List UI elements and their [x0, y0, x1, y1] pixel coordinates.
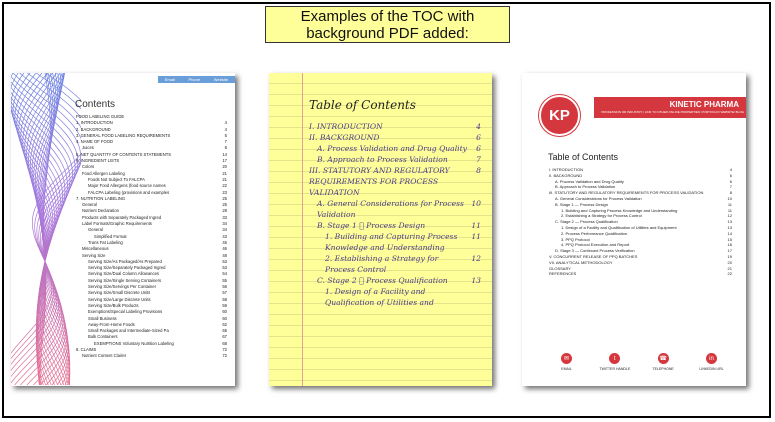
toc-entry-page: 59 [222, 302, 227, 308]
toc-entry-page: 4 [224, 120, 227, 126]
toc-entry-text: I. INTRODUCTION [549, 167, 583, 172]
toc-entry-page: 6 [476, 144, 481, 153]
twitter-icon: t [609, 353, 620, 364]
toc-entry-page: 62 [222, 321, 227, 327]
toc-entry-text: Colors [82, 164, 95, 170]
swirl-background-graphic [11, 73, 81, 386]
toc-entry-page: 28 [222, 208, 227, 214]
toc-entry-text: 2. BACKGROUND [76, 126, 111, 132]
toc-entry[interactable] [309, 198, 481, 220]
toc-entry-text: Serving Size [82, 252, 106, 258]
toc-entry-text: Small Business [88, 315, 117, 321]
nav-email[interactable]: Email [164, 77, 175, 82]
toc-entry-text: Nutrient Content Claims [82, 353, 127, 359]
example-toc-branded [522, 73, 746, 386]
caption-line-2: background PDF added: [306, 25, 469, 42]
toc-entry-page: 21 [222, 176, 227, 182]
toc-entry[interactable] [309, 143, 481, 154]
toc-entry-text: Food Allergen Labeling [82, 170, 125, 176]
toc-entry-text: III. STATUTORY AND REGULATORY REQUIREMENTS FOR PROCESS VALIDATION [309, 166, 450, 197]
toc-entry-text: Major Food Allergens (food source names [88, 183, 166, 189]
margin-line [302, 73, 303, 386]
toc-entry-text: 8. CLAIMS [76, 346, 97, 352]
phone-icon: ☎ [658, 353, 669, 364]
contact-label: LINKEDIN URL [699, 367, 724, 371]
nav-website[interactable]: Website [213, 77, 229, 82]
toc-entry-page: 13 [727, 219, 732, 225]
toc-entry-text: 1. INTRODUCTION [76, 120, 113, 126]
toc-entry-page: 60 [222, 315, 227, 321]
toc-entry-text: 1. Design of a Facility and Qualification of Utilities and Equipment [561, 224, 677, 230]
toc-entry-page: 14 [222, 151, 227, 157]
toc-entry-text: C. Stage 2 — Process Qualification [555, 219, 618, 225]
toc-entry-text: A. Process Validation and Drug Quality [555, 178, 624, 184]
toc-entry-text: GLOSSARY [549, 265, 571, 271]
toc-entry-text: Exemptions/Special Labeling Provisions [88, 309, 163, 315]
toc-entry-page: 7 [224, 139, 227, 145]
caption-line-1: Examples of the TOC with [300, 8, 475, 25]
toc-entry-text: D. Stage 3 — Continued Process Verification [555, 248, 635, 254]
contact-label: TELEPHONE [652, 367, 674, 371]
toc-entry-page: 54 [222, 271, 227, 277]
toc-entry-page: 13 [727, 224, 732, 230]
toc-entry-page: 57 [222, 290, 227, 296]
contact-item[interactable] [689, 353, 734, 371]
toc-entry-page: 6 [729, 172, 732, 178]
email-icon: ✉ [561, 353, 572, 364]
toc-entry-text: I. INTRODUCTION [309, 122, 383, 131]
toc-entry-text: FOOD LABELING GUIDE [76, 114, 125, 119]
toc-entry-page: 4 [729, 167, 732, 172]
toc-entry-text: VII. ANALYTICAL METHODOLOGY [549, 259, 613, 265]
toc-entry-page: 55 [222, 277, 227, 283]
toc-entry-page: 6 [729, 178, 732, 184]
toc-entry-text: FALCPA Labeling (provisions and examples [88, 189, 170, 195]
toc-entry-page: 12 [471, 254, 481, 263]
toc-entry-text: 2. Process Performance Qualification [561, 230, 628, 236]
toc-entry-text: General [88, 227, 103, 233]
toc-entry[interactable] [309, 165, 481, 198]
toc-entry[interactable] [549, 271, 732, 277]
contact-item[interactable] [641, 353, 686, 371]
toc-entry-page: 21 [727, 265, 732, 271]
toc-entry[interactable] [309, 231, 481, 253]
kp-logo: KP [539, 95, 580, 136]
toc-entry-page: 11 [471, 221, 481, 230]
toc-entry-text: 1. Design of a Facility and Qualification of Utilities and [325, 287, 434, 307]
toc-entry-page: 56 [222, 284, 227, 290]
toc-entry[interactable] [309, 154, 481, 165]
toc-entry-text: Bulk Containers [88, 334, 118, 340]
toc-entry-text: Serving Size/Separately Packaged Ingred [88, 265, 166, 271]
toc-entry-text: A. General Considerations for Process Validation [317, 199, 464, 219]
toc-entry-page: 11 [471, 232, 481, 241]
toc-entry-page: 7 [729, 184, 732, 190]
toc-entry-text: Foods Not Subject To FALCPA [88, 176, 145, 182]
toc-entry[interactable] [309, 275, 481, 286]
toc-entry-text: A. General Considerations for Process Validation [555, 195, 642, 201]
brand-tagline: PROFESSION OR INDUSTRY | LINK TO OTHER ONLINE PROPERTIES: PORTFOLIO/ WEBSITE/ BLOG [601, 110, 744, 114]
toc-entry-text: 1. Building and Capturing Process Knowledge and Understanding [561, 207, 678, 213]
toc-entry-text: A. Process Validation and Drug Quality [317, 144, 467, 153]
toc-entry-page: 34 [222, 227, 227, 233]
toc-entry-text: 7. NUTRITION LABELING [76, 195, 126, 201]
toc-entry-text: EXEMPTIONS Voluntary Nutrition Labeling [94, 340, 174, 346]
toc-entry[interactable] [76, 353, 227, 359]
toc-entry-text: Label Formats/Graphic Requirements [82, 221, 152, 227]
toc-entry-text: 3. GENERAL FOOD LABELING REQUIREMENTS [76, 132, 171, 138]
toc-entry-page: 17 [222, 158, 227, 164]
toc-entry-text: II. BACKGROUND [309, 133, 380, 142]
toc-list [309, 121, 481, 308]
toc-entry-text: C. Stage 2 Process Qualification [317, 276, 441, 285]
toc-entry-page [477, 286, 481, 308]
toc-entry-text: Serving Size/As Packaged/As Prepared [88, 258, 162, 264]
toc-entry-text: B. Stage 1 — Process Design [555, 201, 608, 207]
toc-entry-text: Serving Size/Bulk Products [88, 302, 139, 308]
toc-entry-text: II. BACKGROUND [549, 172, 583, 178]
toc-entry-text: 5. NET QUANTITY OF CONTENTS STATEMENTS [76, 151, 172, 157]
toc-title: Contents [75, 99, 116, 110]
toc-entry[interactable] [309, 121, 481, 132]
toc-entry-page: 17 [727, 248, 732, 254]
toc-entry-page: 25 [222, 195, 227, 201]
toc-entry-text: Serving Size/Small Discrete Units [88, 290, 151, 296]
toc-entry-page: 14 [727, 230, 732, 236]
toc-entry-text: Away-From-Home Foods [88, 321, 135, 327]
contact-label: EMAIL [561, 367, 572, 371]
toc-entry-text: 4. NAME OF FOOD [76, 139, 113, 145]
toc-entry-page: 4 [476, 122, 481, 131]
toc-entry-page: 53 [222, 265, 227, 271]
toc-entry-page: 16 [727, 242, 732, 248]
toc-entry-page: 67 [222, 334, 227, 340]
toc-entry-page: 10 [727, 195, 732, 201]
toc-entry-text: Trans Fat Labeling [88, 239, 123, 245]
toc-list [549, 167, 732, 277]
toc-entry-page: 7 [476, 155, 481, 164]
toc-entry-page: 12 [727, 213, 732, 219]
toc-entry-text: 1. Building and Capturing Process Knowledge and Understanding [325, 232, 458, 252]
toc-entry-text: 2. Establishing a Strategy for Process Control [325, 254, 439, 274]
toc-entry-text: Serving Size/Servings Per Container [88, 284, 156, 290]
toc-entry-page: 11 [727, 207, 732, 213]
toc-entry-text: REFERENCES [549, 271, 577, 277]
toc-entry-page: 53 [222, 258, 227, 264]
toc-list [76, 114, 227, 360]
toc-entry-text: B. Stage 1 Process Design [317, 221, 419, 230]
contact-item[interactable] [544, 353, 589, 371]
toc-entry-text: Nutrient Declaration [82, 208, 120, 214]
toc-entry-page: 46 [222, 246, 227, 252]
toc-entry-page: 15 [727, 236, 732, 242]
toc-entry-text: Small Packages and Intermediate-Sized Pa [88, 328, 169, 334]
brand-bar [594, 97, 746, 118]
toc-entry[interactable] [309, 253, 481, 275]
toc-entry[interactable] [309, 286, 481, 308]
toc-entry-text: General [82, 202, 97, 208]
toc-entry-page: 68 [222, 340, 227, 346]
toc-entry-page: 20 [727, 259, 732, 265]
contact-nav-bar [158, 76, 235, 83]
toc-entry-page: 58 [222, 296, 227, 302]
toc-entry-page: 45 [222, 239, 227, 245]
toc-entry-page: 23 [222, 189, 227, 195]
contact-label: TWITTER HANDLE [599, 367, 631, 371]
toc-entry-page: 8 [224, 145, 227, 151]
toc-entry-text: 2. Establishing a Strategy for Process Control [561, 213, 642, 219]
toc-entry-page: 72 [222, 353, 227, 359]
brand-name: KINETIC PHARMA [669, 100, 739, 109]
toc-entry-text: B. Approach to Process Validation [317, 155, 448, 164]
toc-entry-page: 20 [222, 164, 227, 170]
toc-entry-page: 22 [727, 271, 732, 277]
toc-entry-page: 65 [222, 328, 227, 334]
toc-entry-text: Juices [82, 145, 94, 151]
toc-entry-page: 8 [729, 190, 732, 196]
toc-entry-text: V. CONCURRENT RELEASE OF PPQ BATCHES [549, 253, 638, 259]
toc-entry-page: 33 [222, 214, 227, 220]
toc-entry-page: 60 [222, 309, 227, 315]
toc-entry-page: 10 [471, 199, 481, 208]
toc-entry-page: 22 [222, 183, 227, 189]
toc-entry-page: 8 [476, 166, 481, 175]
example-toc-legal-pad [269, 73, 492, 386]
toc-entry-page: 13 [471, 276, 481, 285]
toc-entry-page: 6 [476, 133, 481, 142]
toc-entry-text: Serving Size/Large Discrete Units [88, 296, 151, 302]
toc-title: Table of Contents [548, 152, 619, 162]
contact-footer [544, 353, 734, 371]
toc-entry-page: 72 [222, 346, 227, 352]
toc-entry-text: Simplified Format [94, 233, 127, 239]
nav-phone[interactable]: Phone [188, 77, 201, 82]
toc-entry-text: Serving Size/Dual Column Allowances [88, 271, 159, 277]
toc-entry-page: 25 [222, 202, 227, 208]
toc-entry-text: 6. INGREDIENT LISTS [76, 158, 120, 164]
toc-entry-page: 48 [222, 252, 227, 258]
toc-entry-text: III. STATUTORY AND REGULATORY REQUIREMENTS FOR PROCESS VALIDATION [549, 190, 704, 196]
toc-entry-page: 4 [224, 126, 227, 132]
toc-entry-page: 19 [727, 253, 732, 259]
toc-entry-page: 5 [224, 132, 227, 138]
toc-entry-text: Serving Size/Single Serving Containers [88, 277, 162, 283]
linkedin-icon: in [706, 353, 717, 364]
toc-entry-page: 34 [222, 221, 227, 227]
toc-entry-page: 11 [727, 201, 732, 207]
toc-entry[interactable] [309, 220, 481, 231]
contact-item[interactable] [592, 353, 637, 371]
toc-entry-text: B. Approach to Process Validation [555, 184, 616, 190]
toc-entry-page: 43 [222, 233, 227, 239]
caption-banner [265, 6, 510, 43]
example-toc-swirl-background [11, 73, 235, 386]
toc-entry-text: 4. PPQ Protocol Execution and Report [561, 242, 630, 248]
toc-title: Table of Contents [309, 98, 416, 112]
toc-entry[interactable] [309, 132, 481, 143]
toc-entry-text: Miscellaneous [82, 246, 109, 252]
toc-entry-page: 21 [222, 170, 227, 176]
toc-entry-text: 3. PPQ Protocol [561, 236, 590, 242]
toc-entry-text: Products with Separately Packaged Ingred [82, 214, 162, 220]
